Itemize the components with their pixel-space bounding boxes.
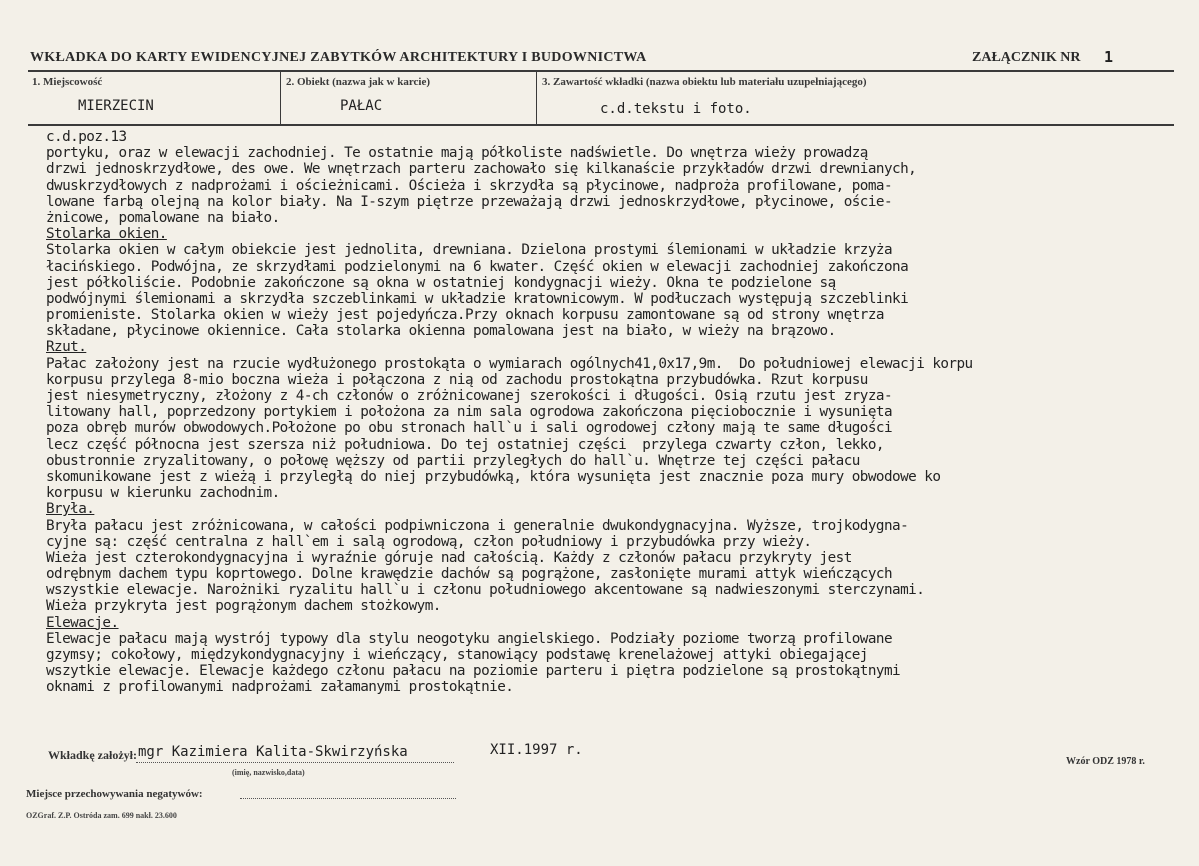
card-title: WKŁADKA DO KARTY EWIDENCYJNEJ ZABYTKÓW ARCHITEKTURY I BUDOWNICTWA xyxy=(30,50,647,65)
text-line: oknami z profilowanymi nadprożami załamanymi prostokątnie. xyxy=(46,679,514,696)
header-rule-top xyxy=(28,70,1174,72)
prepared-date: XII.1997 r. xyxy=(490,742,583,758)
text-line: dwuskrzydłowych z nadprożami i ościeżnicami. Ościeża i skrzydła są płycinowe, nadproża profilowane, poma- xyxy=(46,177,893,194)
locality-label: 1. Miejscowość xyxy=(32,76,103,88)
section-heading: Rzut. xyxy=(46,339,87,356)
content-label: 3. Zawartość wkładki (nazwa obiektu lub materiału uzupełniającego) xyxy=(542,76,867,88)
prepared-by-value: mgr Kazimiera Kalita-Skwirzyńska xyxy=(138,744,408,760)
text-line: obustronnie zryzalitowany, o połowę węższy od partii przyległych do hall`u. Wnętrze tej części pałacu xyxy=(46,452,860,469)
text-line: składane, płycinowe okiennice. Cała stolarka okienna pomalowana jest na biało, w wieży na brązowo. xyxy=(46,323,836,340)
content-value: c.d.tekstu i foto. xyxy=(600,101,752,117)
section-heading: Stolarka okien. xyxy=(46,226,167,243)
text-line: poza obręb murów obwodowych.Położone po obu stronach hall`u i sali ogrodowej człony mają te same długości xyxy=(46,420,893,437)
description-text xyxy=(46,129,1196,696)
prepared-by-label: Wkładkę założył: xyxy=(48,748,137,762)
object-value: PAŁAC xyxy=(340,98,383,114)
text-line: litowany hall, poprzedzony portykiem i położona za nim sala ogrodowa zakończona pięciobocznie i wysunięta xyxy=(46,404,893,421)
header-rule-bottom xyxy=(28,124,1174,126)
printer-note: OZGraf. Z.P. Ostróda zam. 699 nakł. 23.600 xyxy=(26,811,177,820)
text-line: lowane farbą olejną na kolor biały. Na I-szym piętrze przeważają drzwi jednoskrzydłowe, płycinowe, oście- xyxy=(46,193,893,210)
field-divider-2 xyxy=(536,71,537,125)
text-line: odrębnym dachem typu koprtowego. Dolne krawędzie dachów są pogrążone, zasłonięte murami attyk wieńczących xyxy=(46,566,893,583)
prepared-by-line xyxy=(136,762,454,763)
text-line: Stolarka okien w całym obiekcie jest jednolita, drewniana. Dzielona prostymi ślemionami w układzie krzyża xyxy=(46,242,893,259)
text-line: cyjne są: część centralna z hall`em i salą ogrodową, człon południowy i przybudówka przy wieży. xyxy=(46,533,812,550)
text-line: drzwi jednoskrzydłowe, des owe. We wnętrzach parteru zachowało się kilkanaście przykładów drzwi drewnianych, xyxy=(46,161,917,178)
text-line: wszystkie elewacje. Narożniki ryzalitu hall`u i członu południowego akcentowane są nadwieszonymi sterczynami. xyxy=(46,582,925,599)
text-line: Wieża jest czterokondygnacyjna i wyraźnie góruje nad całością. Każdy z członów pałacu przykryty jest xyxy=(46,549,852,566)
text-line: c.d.poz.13 xyxy=(46,129,127,145)
negatives-line xyxy=(240,798,456,799)
text-line: podwójnymi ślemionami a skrzydła szczeblinkami w układzie kratownicowym. W podłuczach występują szczeblinki xyxy=(46,290,909,307)
annex-label: ZAŁĄCZNIK NR xyxy=(972,50,1081,65)
text-line: portyku, oraz w elewacji zachodniej. Te ostatnie mają półkoliste nadświetle. Do wnętrza wieży prowadzą xyxy=(46,145,868,162)
prepared-by-note: (imię, nazwisko,data) xyxy=(232,768,305,777)
negatives-label: Miejsce przechowywania negatywów: xyxy=(26,788,203,800)
field-divider-1 xyxy=(280,71,281,125)
text-line: korpusu przylega 8-mio boczna wieża i połączona z nią od zachodu prostokątna przybudówka. Rzut korpusu xyxy=(46,371,868,388)
text-line: promieniste. Stolarka okien w wieży jest pojedyńcza.Przy oknach korpusu zamontowane są od strony wnętrza xyxy=(46,307,884,324)
form-label: Wzór ODZ 1978 r. xyxy=(1066,756,1145,767)
text-line: gzymsy; cokołowy, międzykondygnacyjny i wieńczący, stanowiący podstawę krenelażowej attyki obiegającej xyxy=(46,647,868,663)
section-heading: Elewacje. xyxy=(46,614,119,631)
text-line: łacińskiego. Podwójna, ze skrzydłami podzielonymi na 6 kwater. Część okien w elewacji zachodniej zakończona xyxy=(46,258,909,275)
text-line: wszytkie elewacje. Elewacje każdego członu pałacu na poziomie parteru i piętra podzielone są prostokątnymi xyxy=(46,663,901,680)
text-line: korpusu w kierunku zachodnim. xyxy=(46,485,280,502)
text-line: jest półkoliście. Podobnie zakończone są okna w ostatniej kondygnacji wieży. Okna te podzielone są xyxy=(46,274,836,291)
section-heading: Bryła. xyxy=(46,501,95,518)
text-line: Elewacje pałacu mają wystrój typowy dla stylu neogotyku angielskiego. Podziały poziome tworzą profilowane xyxy=(46,630,893,647)
text-line: Bryła pałacu jest zróżnicowana, w całości podpiwniczona i generalnie dwukondygnacyjna. Wyższe, trojkodygna- xyxy=(46,517,909,534)
text-line: Pałac założony jest na rzucie wydłużonego prostokąta o wymiarach ogólnych41,0x17,9m. Do południowej elewacji korpu xyxy=(46,355,973,372)
locality-value: MIERZECIN xyxy=(78,98,154,114)
text-line: Wieża przykryta jest pogrążonym dachem stożkowym. xyxy=(46,598,441,615)
text-line: skomunikowane jest z wieżą i przyległą do niej przybudówką, która wysunięta jest znacznie poza mury obwodowe ko xyxy=(46,468,941,485)
text-line: żnicowe, pomalowane na biało. xyxy=(46,209,280,226)
text-line: jest niesymetryczny, złożony z 4-ch członów o zróżnicowanej szerokości i długości. Osią rzutu jest zryza- xyxy=(46,388,893,404)
object-label: 2. Obiekt (nazwa jak w karcie) xyxy=(286,76,431,88)
annex-number: 1 xyxy=(1104,48,1114,66)
text-line: lecz część północna jest szersza niż południowa. Do tej ostatniej części przylega czwarty człon, lekko, xyxy=(46,436,884,453)
